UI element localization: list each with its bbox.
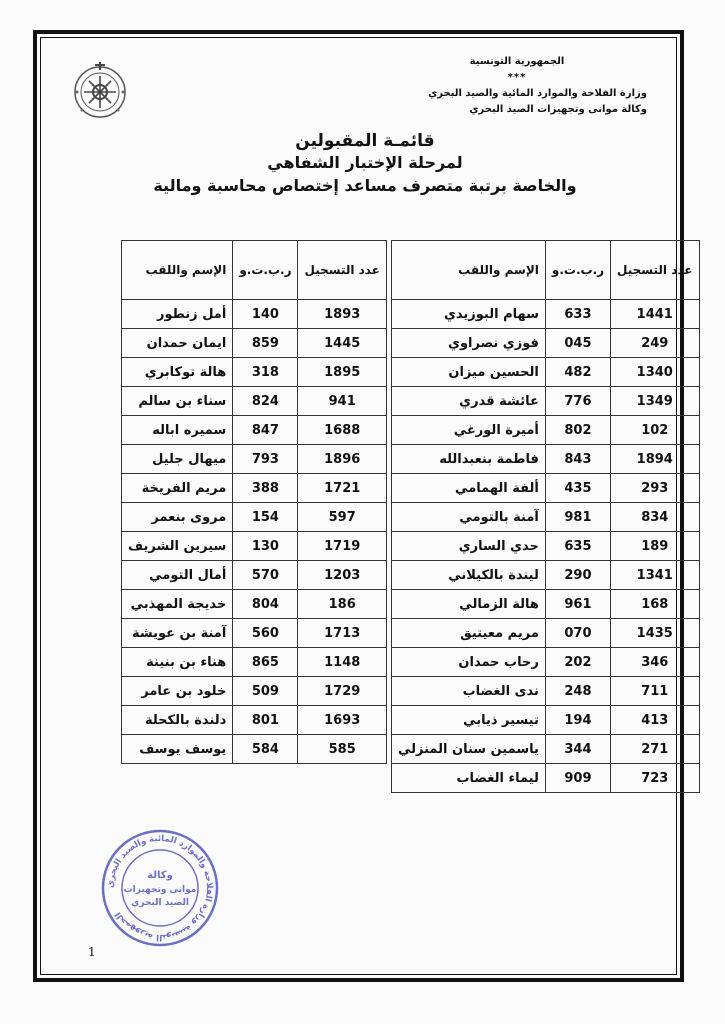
table-row xyxy=(122,416,387,445)
header-name: الإسم واللقب xyxy=(392,241,546,300)
candidate-name: هالة الزمالي xyxy=(392,590,546,619)
registration-number: 189 xyxy=(611,532,699,561)
registration-number: 168 xyxy=(611,590,699,619)
registration-number: 597 xyxy=(298,503,386,532)
candidate-code: 847 xyxy=(233,416,298,445)
candidate-name: هالة توكابري xyxy=(122,358,233,387)
stamp-center-line-3: الصيد البحري xyxy=(131,898,189,908)
registration-number: 186 xyxy=(298,590,386,619)
registration-number: 293 xyxy=(611,474,699,503)
candidate-code: 802 xyxy=(545,416,610,445)
title-line-3: والخاصة برتبة متصرف مساعد إختصاص محاسبة ومالية xyxy=(153,176,577,195)
stamp-ring-text: الجمهورية التونسية وزارة الفلاحة والموارد المائية والصيد البحري xyxy=(105,833,215,943)
registration-number: 834 xyxy=(611,503,699,532)
ministry-name: وزارة الفلاحة والموارد المائية والصيد البحري xyxy=(428,88,647,99)
table-header-row xyxy=(122,241,387,300)
registration-number: 941 xyxy=(298,387,386,416)
table-row xyxy=(392,416,700,445)
registration-number: 711 xyxy=(611,677,699,706)
candidates-table-right xyxy=(391,240,700,793)
document-title xyxy=(130,130,600,198)
header-name: الإسم واللقب xyxy=(122,241,233,300)
candidate-code: 793 xyxy=(233,445,298,474)
table-body-right xyxy=(392,300,700,793)
candidate-code: 981 xyxy=(545,503,610,532)
candidate-code: 482 xyxy=(545,358,610,387)
candidate-name: رحاب حمدان xyxy=(392,648,546,677)
candidate-name: عائشة قدري xyxy=(392,387,546,416)
candidate-name: مروى بنعمر xyxy=(122,503,233,532)
candidate-code: 388 xyxy=(233,474,298,503)
registration-number: 1435 xyxy=(611,619,699,648)
table-row xyxy=(392,387,700,416)
republic-name: الجمهورية التونسية xyxy=(469,56,565,67)
candidate-code: 865 xyxy=(233,648,298,677)
registration-number: 585 xyxy=(298,735,386,764)
table-row xyxy=(122,474,387,503)
header-stars: *** xyxy=(507,72,527,83)
candidate-code: 154 xyxy=(233,503,298,532)
candidate-name: خديجة المهذبي xyxy=(122,590,233,619)
registration-number: 346 xyxy=(611,648,699,677)
candidate-name: سهام البوزيدي xyxy=(392,300,546,329)
candidate-code: 961 xyxy=(545,590,610,619)
table-row xyxy=(392,474,700,503)
table-row xyxy=(392,706,700,735)
table-row xyxy=(392,619,700,648)
registration-number: 1693 xyxy=(298,706,386,735)
candidate-name: ايمان حمدان xyxy=(122,329,233,358)
candidate-code: 570 xyxy=(233,561,298,590)
candidate-code: 318 xyxy=(233,358,298,387)
candidate-name: حدي الساري xyxy=(392,532,546,561)
registration-number: 1203 xyxy=(298,561,386,590)
registration-number: 102 xyxy=(611,416,699,445)
candidate-name: ليندة بالكيلاني xyxy=(392,561,546,590)
candidate-name: ميهال جليل xyxy=(122,445,233,474)
table-row xyxy=(122,503,387,532)
registration-number: 1894 xyxy=(611,445,699,474)
table-row xyxy=(392,329,700,358)
candidate-code: 435 xyxy=(545,474,610,503)
candidate-code: 509 xyxy=(233,677,298,706)
candidate-code: 801 xyxy=(233,706,298,735)
registration-number: 1445 xyxy=(298,329,386,358)
candidate-name: الحسين ميزان xyxy=(392,358,546,387)
registration-number: 249 xyxy=(611,329,699,358)
candidate-code: 909 xyxy=(545,764,610,793)
letterhead xyxy=(387,54,647,118)
table-row xyxy=(122,706,387,735)
table-header-row xyxy=(392,241,700,300)
registration-number: 1688 xyxy=(298,416,386,445)
table-body-left xyxy=(122,300,387,764)
table-row xyxy=(392,590,700,619)
table-row xyxy=(392,445,700,474)
table-row xyxy=(122,300,387,329)
candidate-code: 859 xyxy=(233,329,298,358)
table-row xyxy=(392,764,700,793)
table-row xyxy=(392,358,700,387)
candidates-table-left xyxy=(121,240,387,764)
table-row xyxy=(122,329,387,358)
table-row xyxy=(392,532,700,561)
table-row xyxy=(122,358,387,387)
table-row xyxy=(392,735,700,764)
candidate-name: مريم معيتيق xyxy=(392,619,546,648)
registration-number: 1340 xyxy=(611,358,699,387)
header-registration: عدد التسجيل xyxy=(611,241,699,300)
candidate-name: فاطمة بنعبدالله xyxy=(392,445,546,474)
agency-name: وكالة موانى وتجهيزات الصيد البحري xyxy=(469,104,647,115)
candidate-code: 843 xyxy=(545,445,610,474)
registration-number: 1729 xyxy=(298,677,386,706)
candidate-code: 633 xyxy=(545,300,610,329)
registration-number: 723 xyxy=(611,764,699,793)
candidate-name: هناء بن بنينة xyxy=(122,648,233,677)
candidate-name: أمال التومي xyxy=(122,561,233,590)
candidate-name: يوسف يوسف xyxy=(122,735,233,764)
registration-number: 1341 xyxy=(611,561,699,590)
official-stamp-icon xyxy=(100,828,220,948)
header-code: ر.ب.ت.و xyxy=(545,241,610,300)
registration-number: 1441 xyxy=(611,300,699,329)
registration-number: 1148 xyxy=(298,648,386,677)
table-row xyxy=(122,445,387,474)
registration-number: 1895 xyxy=(298,358,386,387)
candidate-code: 290 xyxy=(545,561,610,590)
title-line-2: لمرحلة الإختبار الشفاهي xyxy=(267,153,463,172)
table-row xyxy=(392,677,700,706)
candidate-code: 070 xyxy=(545,619,610,648)
header-code: ر.ب.ت.و xyxy=(233,241,298,300)
registration-number: 271 xyxy=(611,735,699,764)
candidate-code: 045 xyxy=(545,329,610,358)
table-row xyxy=(122,561,387,590)
page-number: 1 xyxy=(88,945,96,959)
candidate-name: فوزي نصراوي xyxy=(392,329,546,358)
candidate-name: تيسير ذيابي xyxy=(392,706,546,735)
candidate-name: أميرة الورغي xyxy=(392,416,546,445)
table-row xyxy=(122,590,387,619)
candidate-code: 635 xyxy=(545,532,610,561)
candidate-code: 194 xyxy=(545,706,610,735)
candidate-name: ليماء الغضاب xyxy=(392,764,546,793)
candidate-name: ياسمين سنان المنزلي xyxy=(392,735,546,764)
candidate-name: ألفة الهمامي xyxy=(392,474,546,503)
candidate-name: مريم الفريخة xyxy=(122,474,233,503)
candidate-name: آمنة بالتومي xyxy=(392,503,546,532)
agency-logo-icon xyxy=(72,60,128,120)
candidate-code: 824 xyxy=(233,387,298,416)
candidate-code: 202 xyxy=(545,648,610,677)
stamp-center-line-1: وكالة xyxy=(147,870,173,881)
registration-number: 1349 xyxy=(611,387,699,416)
candidate-name: أمل زنطور xyxy=(122,300,233,329)
table-row xyxy=(392,648,700,677)
candidate-code: 344 xyxy=(545,735,610,764)
header-registration: عدد التسجيل xyxy=(298,241,386,300)
candidate-code: 584 xyxy=(233,735,298,764)
table-row xyxy=(392,503,700,532)
candidate-name: خلود بن عامر xyxy=(122,677,233,706)
candidate-name: سميره اباله xyxy=(122,416,233,445)
candidate-code: 560 xyxy=(233,619,298,648)
candidate-name: سناء بن سالم xyxy=(122,387,233,416)
table-row xyxy=(392,561,700,590)
candidate-code: 804 xyxy=(233,590,298,619)
registration-number: 413 xyxy=(611,706,699,735)
table-row xyxy=(122,532,387,561)
registration-number: 1721 xyxy=(298,474,386,503)
table-row xyxy=(122,387,387,416)
table-row xyxy=(392,300,700,329)
candidate-code: 130 xyxy=(233,532,298,561)
title-line-1: قائمـة المقبولين xyxy=(295,131,435,151)
table-row xyxy=(122,648,387,677)
candidate-name: آمنة بن عويشة xyxy=(122,619,233,648)
table-row xyxy=(122,677,387,706)
registration-number: 1719 xyxy=(298,532,386,561)
candidate-name: ندى الغضاب xyxy=(392,677,546,706)
registration-number: 1896 xyxy=(298,445,386,474)
stamp-center-line-2: موانى وتجهيزات xyxy=(123,885,197,895)
registration-number: 1893 xyxy=(298,300,386,329)
candidate-name: سيرين الشريف xyxy=(122,532,233,561)
candidate-name: دلندة بالكحلة xyxy=(122,706,233,735)
candidate-code: 248 xyxy=(545,677,610,706)
candidate-code: 776 xyxy=(545,387,610,416)
candidate-code: 140 xyxy=(233,300,298,329)
table-row xyxy=(122,619,387,648)
table-row xyxy=(122,735,387,764)
registration-number: 1713 xyxy=(298,619,386,648)
